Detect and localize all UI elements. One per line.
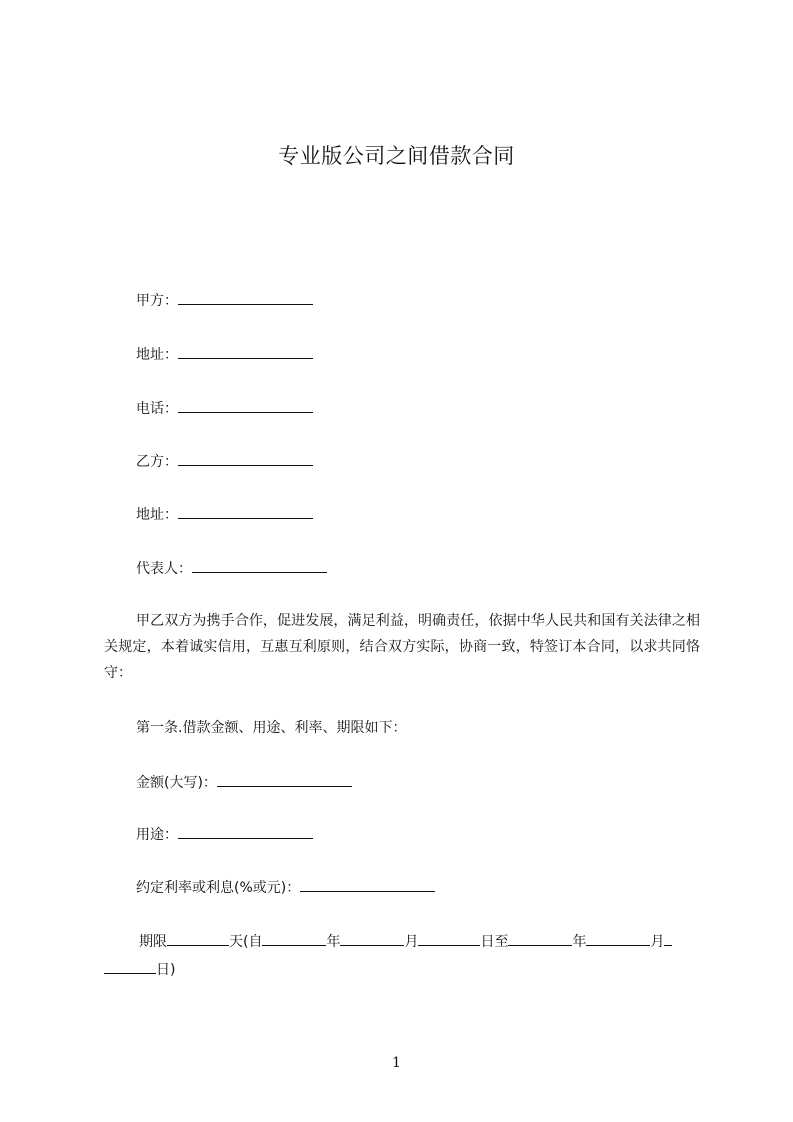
term-line-2 [104, 958, 175, 981]
party-a-phone-line [136, 397, 313, 420]
party-a-line [136, 289, 313, 312]
rate-label: 约定利率或利息(%或元)： [136, 880, 301, 896]
start-year-field[interactable] [262, 930, 326, 946]
party-a-address-label: 地址： [136, 347, 178, 363]
start-year-text: 年 [326, 934, 341, 950]
preamble-paragraph: 甲乙双方为携手合作，促进发展，满足利益，明确责任，依据中华人民共和国有关法律之相关规定，本着诚实信用，互惠互利原则，结合双方实际，协商一致，特签订本合同，以求共同恪守： [104, 613, 700, 681]
term-label: 期限 [139, 934, 167, 950]
end-day-field[interactable] [104, 958, 156, 974]
party-b-address-line [136, 503, 313, 526]
purpose-line [136, 823, 313, 846]
end-year-text: 年 [572, 934, 587, 950]
purpose-label: 用途： [136, 827, 178, 843]
party-b-field[interactable] [178, 450, 313, 466]
representative-field[interactable] [192, 557, 327, 573]
end-day-text: 日) [156, 962, 176, 978]
rate-field[interactable] [300, 876, 435, 892]
term-days-text: 天(自 [229, 934, 263, 950]
party-a-phone-label: 电话： [136, 401, 178, 417]
party-a-address-field[interactable] [178, 343, 313, 359]
article-1-heading: 第一条.借款金额、用途、利率、期限如下： [136, 720, 407, 736]
end-day-field-start[interactable] [664, 930, 672, 946]
representative-label: 代表人： [136, 561, 192, 577]
party-a-field[interactable] [178, 289, 313, 305]
end-year-field[interactable] [508, 930, 572, 946]
start-month-field[interactable] [340, 930, 404, 946]
end-month-field[interactable] [586, 930, 650, 946]
start-day-text: 日至 [480, 934, 509, 950]
end-month-text: 月 [650, 934, 665, 950]
start-day-field[interactable] [418, 930, 480, 946]
term-days-field[interactable] [167, 930, 229, 946]
document-title: 专业版公司之间借款合同 [278, 144, 515, 168]
representative-line [136, 557, 327, 580]
amount-label: 金额(大写)： [136, 775, 217, 791]
start-month-text: 月 [404, 934, 419, 950]
party-a-address-line [136, 343, 313, 366]
party-a-label: 甲方： [136, 293, 178, 309]
term-line-1 [139, 930, 672, 953]
rate-line [136, 876, 435, 899]
party-b-label: 乙方： [136, 454, 178, 470]
amount-line [136, 771, 352, 794]
party-b-address-label: 地址： [136, 507, 178, 523]
party-b-line [136, 450, 313, 473]
party-a-phone-field[interactable] [178, 397, 313, 413]
page-number: 1 [392, 1055, 401, 1071]
amount-field[interactable] [217, 771, 352, 787]
purpose-field[interactable] [178, 823, 313, 839]
party-b-address-field[interactable] [178, 503, 313, 519]
